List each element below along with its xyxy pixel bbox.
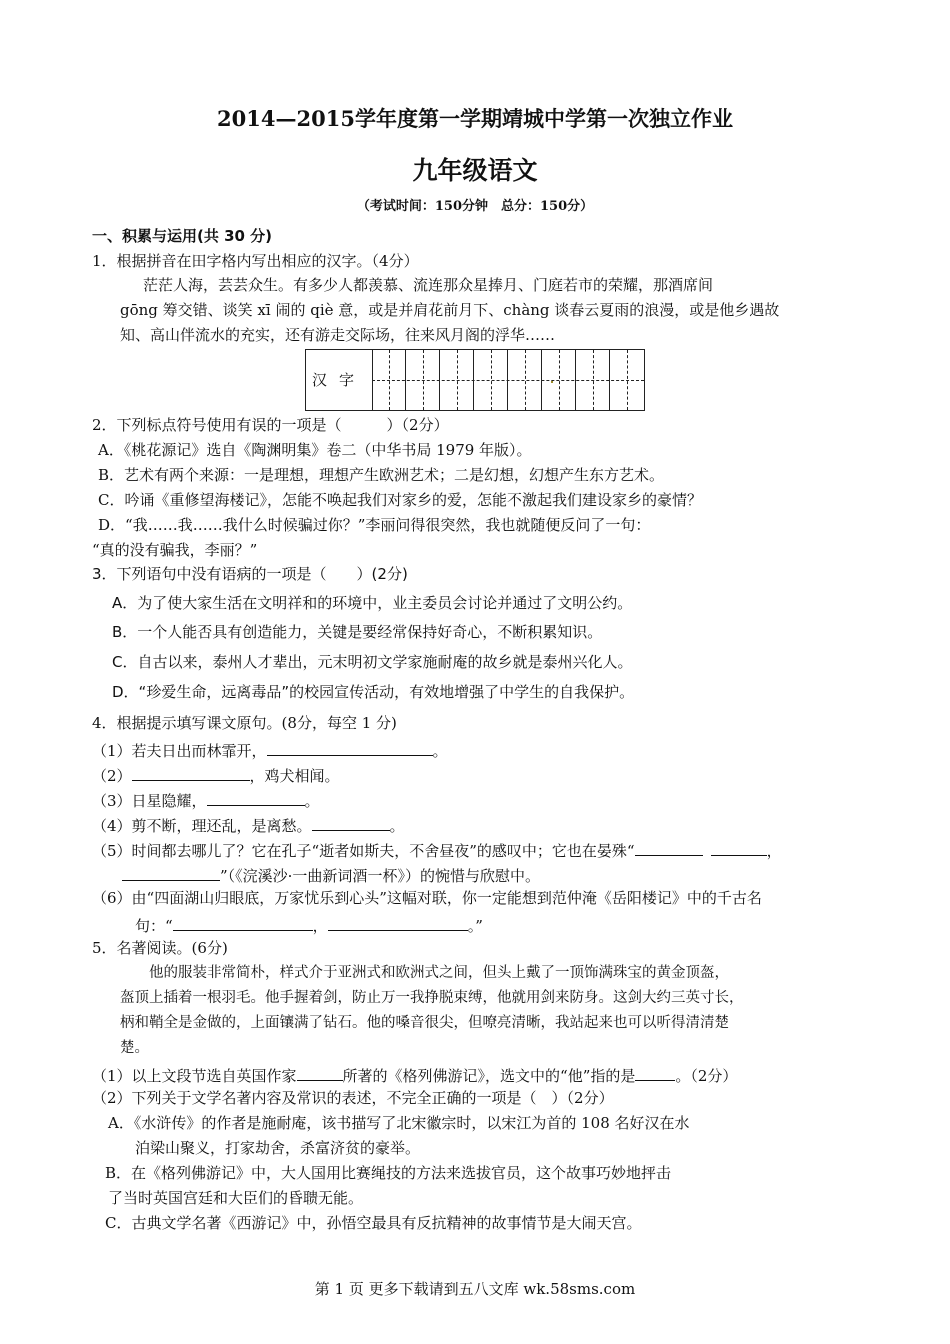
item-text: （1）若夫日出而林霏开， <box>92 742 267 760</box>
question-4-stem: 4．根据提示填写课文原句。(8分，每空 1 分) <box>92 714 397 732</box>
answer-blank[interactable] <box>173 916 313 931</box>
item-text: 。” <box>467 917 483 935</box>
grid-label: 汉字 <box>306 350 373 410</box>
question-2-option-d-cont: “真的没有骗我，李丽？” <box>92 541 258 559</box>
item-text: ， <box>766 842 782 860</box>
question-1-passage-line: gōng 筹交错、谈笑 xī 闹的 qiè 意，或是并肩花前月下、chàng 谈春云夏雨的浪漫，或是他乡遇故 <box>120 301 780 319</box>
character-grid <box>305 349 645 411</box>
question-4-item-5-cont <box>122 866 540 884</box>
question-2-option-c: C．吟诵《重修望海楼记》，怎能不唤起我们对家乡的爱，怎能不激起我们建设家乡的豪情？ <box>98 491 702 509</box>
grid-dashed-line <box>593 350 594 410</box>
question-2-option-d: D．“我……我……我什么时候骗过你？”李丽问得很突然，我也就随便反问了一句： <box>98 516 651 534</box>
question-5-stem: 5．名著阅读。(6分) <box>92 939 228 957</box>
answer-blank[interactable] <box>635 841 703 856</box>
ink-speck <box>551 381 553 383</box>
section-heading: 一、积累与运用(共 30 分) <box>92 227 273 245</box>
answer-blank[interactable] <box>328 916 468 931</box>
question-4-item-3 <box>92 791 320 809</box>
answer-blank[interactable] <box>132 766 250 781</box>
answer-blank[interactable] <box>122 866 220 881</box>
item-text: 句：“ <box>135 917 173 935</box>
question-5-passage-line: 盔顶上插着一根羽毛。他手握着剑，防止万一我挣脱束缚，他就用剑来防身。这剑大约三英寸长， <box>120 990 744 1006</box>
question-4-item-5 <box>92 841 782 859</box>
question-3-stem: 3．下列语句中没有语病的一项是（ ）(2分) <box>92 565 408 583</box>
question-4-item-2 <box>92 766 340 784</box>
question-5-sub-1 <box>92 1066 737 1084</box>
item-text: 。 <box>304 792 320 810</box>
grid-dashed-line <box>389 350 390 410</box>
document-title: 2014—2015学年度第一学期靖城中学第一次独立作业 <box>217 106 733 131</box>
item-text: 。（2分） <box>675 1067 738 1085</box>
question-2-option-b: B．艺术有两个来源：一是理想，理想产生欧洲艺术；二是幻想，幻想产生东方艺术。 <box>98 466 665 484</box>
question-2-option-a: A．《桃花源记》选自《陶渊明集》卷二（中华书局 1979 年版）。 <box>98 441 532 459</box>
question-1-passage-line: 知、高山伴流水的充实，还有游走交际场，往来风月阁的浮华…… <box>120 326 556 344</box>
page-footer: 第 1 页 更多下载请到五八文库 wk.58sms.com <box>314 1280 636 1298</box>
question-5-option-c: C．古典文学名著《西游记》中，孙悟空最具有反抗精神的故事情节是大闹天宫。 <box>105 1214 642 1232</box>
grid-dashed-line <box>372 380 644 381</box>
answer-blank[interactable] <box>711 841 767 856</box>
item-text: 所著的《格列佛游记》，选文中的“他”指的是 <box>342 1067 636 1085</box>
question-3-option-d: D．“珍爱生命，远离毒品”的校园宣传活动，有效地增强了中学生的自我保护。 <box>112 683 635 701</box>
grid-dashed-line <box>525 350 526 410</box>
question-1-passage-line: 茫茫人海，芸芸众生。有多少人都羡慕、流连那众星捧月、门庭若市的荣耀，那酒席间 <box>143 276 714 294</box>
question-5-option-b-cont: 了当时英国宫廷和大臣们的昏聩无能。 <box>108 1189 364 1207</box>
answer-blank[interactable] <box>297 1066 343 1081</box>
item-text: （4）剪不断，理还乱，是离愁。 <box>92 817 312 835</box>
answer-blank[interactable] <box>267 741 433 756</box>
question-5-option-a: A．《水浒传》的作者是施耐庵，该书描写了北宋徽宗时，以宋江为首的 108 名好汉在水 <box>108 1114 690 1132</box>
grid-dashed-line <box>457 350 458 410</box>
item-text: 。 <box>389 817 405 835</box>
exam-info: （考试时间：150分钟 总分：150分） <box>356 199 594 214</box>
grid-dashed-line <box>627 350 628 410</box>
question-2-stem: 2．下列标点符号使用有误的一项是（ ）（2分） <box>92 416 449 434</box>
item-text: ， <box>312 917 328 935</box>
question-5-option-b: B．在《格列佛游记》中，大人国用比赛绳技的方法来选拔官员，这个故事巧妙地抨击 <box>105 1164 672 1182</box>
grid-dashed-line <box>491 350 492 410</box>
question-5-option-a-cont: 泊梁山聚义，打家劫舍，杀富济贫的豪举。 <box>135 1139 421 1157</box>
question-5-passage-line: 柄和鞘全是金做的，上面镶满了钻石。他的嗓音很尖，但嘹亮清晰，我站起来也可以听得清清楚 <box>120 1015 729 1031</box>
question-3-option-c: C．自古以来，泰州人才辈出，元末明初文学家施耐庵的故乡就是泰州兴化人。 <box>112 653 633 671</box>
question-3-option-a: A．为了使大家生活在文明祥和的环境中，业主委员会讨论并通过了文明公约。 <box>112 594 633 612</box>
grid-dashed-line <box>559 350 560 410</box>
item-text: （5）时间都去哪儿了？它在孔子“逝者如斯夫，不舍昼夜”的感叹中；它也在晏殊“ <box>92 842 635 860</box>
question-4-item-6: （6）由“四面湖山归眼底，万家忧乐到心头”这幅对联，你一定能想到范仲淹《岳阳楼记》中的千古名 <box>92 889 762 907</box>
question-4-item-1 <box>92 741 448 759</box>
item-text: （3）日星隐耀， <box>92 792 207 810</box>
grid-dashed-line <box>423 350 424 410</box>
item-text: （1）以上文段节选自英国作家 <box>92 1067 297 1085</box>
answer-blank[interactable] <box>207 791 305 806</box>
subject-title: 九年级语文 <box>412 156 538 185</box>
item-text: ”（《浣溪沙·一曲新词酒一杯》）的惋惜与欣慰中。 <box>220 867 540 885</box>
item-text: 。 <box>432 742 448 760</box>
question-5-sub-2: （2）下列关于文学名著内容及常识的表述，不完全正确的一项是（ ）（2分） <box>92 1089 614 1107</box>
item-text: （2） <box>92 767 132 785</box>
question-3-option-b: B．一个人能否具有创造能力，关键是要经常保持好奇心，不断积累知识。 <box>112 623 603 641</box>
question-1-stem: 1．根据拼音在田字格内写出相应的汉字。（4分） <box>92 252 419 270</box>
answer-blank[interactable] <box>312 816 390 831</box>
question-5-passage-line: 他的服装非常简朴，样式介于亚洲式和欧洲式之间，但头上戴了一顶饰满珠宝的黄金顶盔， <box>149 965 729 981</box>
question-4-item-4 <box>92 816 405 834</box>
question-4-item-6-cont <box>135 916 483 934</box>
item-text: ，鸡犬相闻。 <box>249 767 340 785</box>
answer-blank[interactable] <box>635 1066 675 1081</box>
question-5-passage-line: 楚。 <box>120 1040 149 1056</box>
